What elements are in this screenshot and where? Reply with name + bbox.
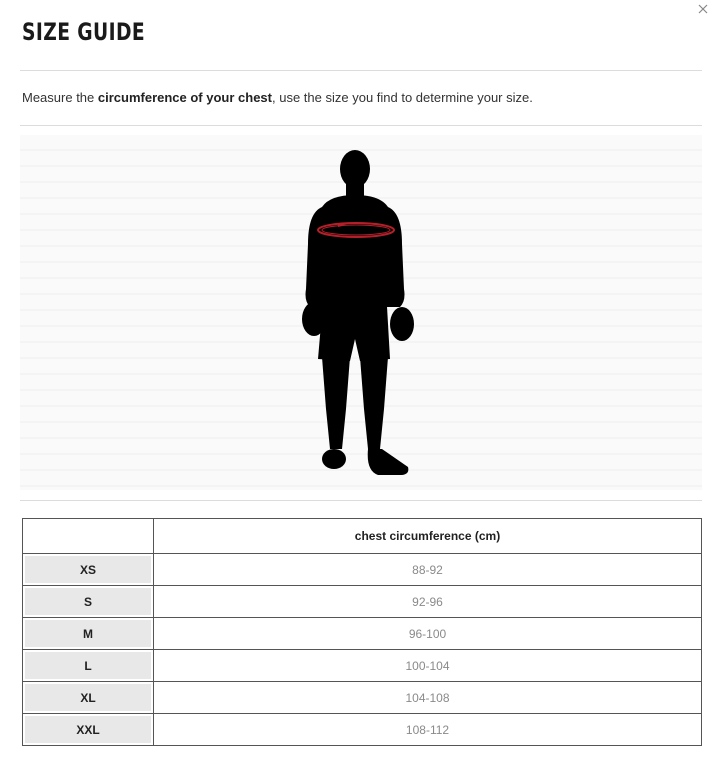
size-table [22,518,702,746]
size-label: S [23,586,154,618]
page-title: SIZE GUIDE [22,18,146,46]
size-value: 100-104 [154,650,702,682]
table-row [23,586,702,618]
close-icon[interactable] [696,2,710,16]
intro-text [22,90,533,105]
size-value: 96-100 [154,618,702,650]
size-value: 88-92 [154,554,702,586]
size-label: M [23,618,154,650]
table-row [23,714,702,746]
divider [20,125,702,126]
table-corner-cell [23,519,154,554]
size-value: 92-96 [154,586,702,618]
divider [20,500,702,501]
table-row [23,554,702,586]
size-value: 108-112 [154,714,702,746]
intro-prefix: Measure the [22,90,98,105]
size-label: XS [23,554,154,586]
table-row [23,682,702,714]
size-value: 104-108 [154,682,702,714]
table-row [23,618,702,650]
intro-bold: circumference of your chest [97,90,272,105]
intro-suffix: , use the size you find to determine your size. [272,90,533,105]
divider [20,70,702,71]
column-header: chest circumference (cm) [154,519,702,554]
size-label: XL [23,682,154,714]
size-label: L [23,650,154,682]
figure-area [20,135,702,490]
boxer-silhouette-icon [300,149,430,479]
size-label: XXL [23,714,154,746]
table-header-row [23,519,702,554]
table-row [23,650,702,682]
